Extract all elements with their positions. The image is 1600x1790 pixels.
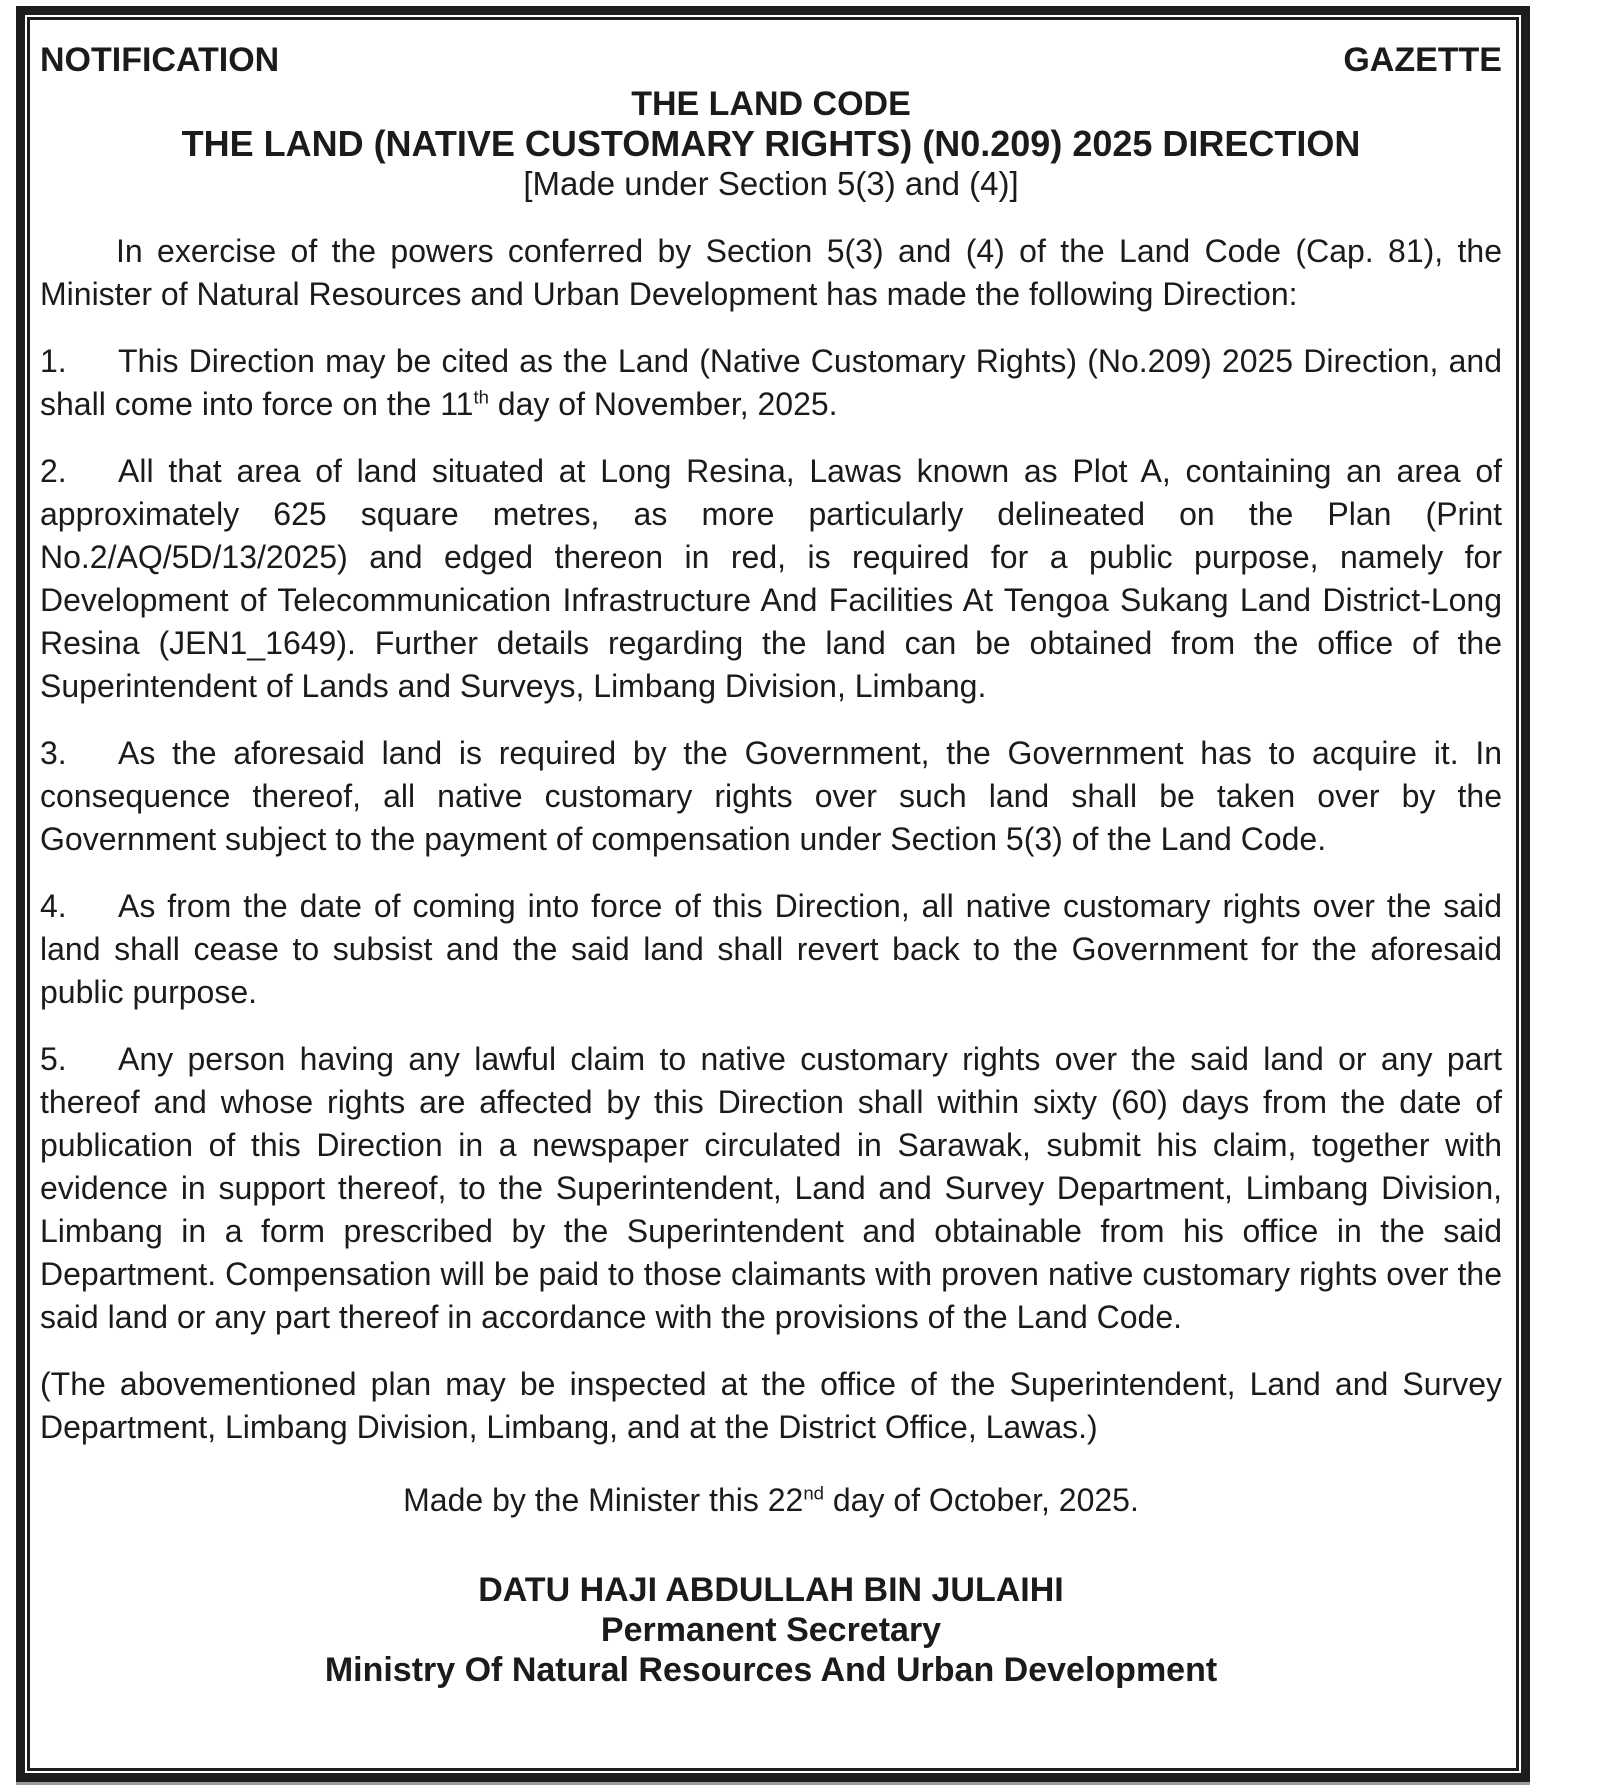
clause-number: 1. bbox=[40, 343, 67, 379]
clause-text: This Direction may be cited as the Land (Native Customary Rights) (No.209) 2025 Direction, and shall come into force on the 11 bbox=[40, 343, 1502, 422]
clause-2 bbox=[40, 450, 1502, 708]
gazette-label: GAZETTE bbox=[1343, 41, 1502, 79]
clause-text: As from the date of coming into force of this Direction, all native customary rights over the said land shall cease to subsist and the said land shall revert back to the Government for the aforesaid public purpose. bbox=[40, 888, 1502, 1010]
made-by-text: Made by the Minister this 22 bbox=[403, 1482, 804, 1518]
made-by-text: day of October, 2025. bbox=[823, 1482, 1139, 1518]
clause-number: 5. bbox=[40, 1041, 67, 1077]
clause-4 bbox=[40, 885, 1502, 1014]
clause-text: As the aforesaid land is required by the Government, the Government has to acquire it. In consequence thereof, all native customary rights over such land shall be taken over by the Government subject to the payment of compensation under Section 5(3) of the Land Code. bbox=[40, 735, 1502, 857]
made-by-line bbox=[40, 1479, 1502, 1522]
clause-number: 2. bbox=[40, 453, 67, 489]
intro-paragraph bbox=[40, 230, 1502, 316]
signature-title: Permanent Secretary bbox=[600, 1611, 942, 1649]
intro-text: In exercise of the powers conferred by Section 5(3) and (4) of the Land Code (Cap. 81), the Minister of Natural Resources and Urban Development has made the following Direction: bbox=[40, 233, 1502, 312]
inspection-note bbox=[40, 1363, 1502, 1449]
page-frame bbox=[16, 6, 1530, 1782]
clause-text: All that area of land situated at Long Resina, Lawas known as Plot A, containing an area of approximately 625 square metres, as more particularly delineated on the Plan (Print No.2/AQ/5D/13/2025) and edged thereon in red, is required for a public purpose, namely for Development of Telecommunication Infrastructure And Facilities At Tengoa Sukang Land District-Long Resina (JEN1_1649). Further details regarding the land can be obtained from the office of the Superintendent of Lands and Surveys, Limbang Division, Limbang. bbox=[40, 453, 1502, 704]
title-direction: THE LAND (NATIVE CUSTOMARY RIGHTS) (N0.209) 2025 DIRECTION bbox=[181, 123, 1361, 164]
clause-text: day of November, 2025. bbox=[488, 386, 838, 422]
title-made-under: [Made under Section 5(3) and (4)] bbox=[523, 165, 1019, 202]
clause-5 bbox=[40, 1038, 1502, 1339]
page-frame-inner bbox=[27, 17, 1519, 1771]
title-block bbox=[40, 84, 1502, 204]
notification-label: NOTIFICATION bbox=[40, 41, 280, 79]
document-body bbox=[40, 230, 1502, 1690]
clause-number: 3. bbox=[40, 735, 67, 771]
clause-number: 4. bbox=[40, 888, 67, 924]
signature-block bbox=[40, 1570, 1502, 1690]
ordinal-superscript: nd bbox=[803, 1482, 824, 1504]
signature-ministry: Ministry Of Natural Resources And Urban Development bbox=[324, 1651, 1218, 1689]
header bbox=[40, 40, 1502, 80]
clause-text: Any person having any lawful claim to native customary rights over the said land or any part thereof and whose rights are affected by this Direction shall within sixty (60) days from the date of publication of this Direction in a newspaper circulated in Sarawak, submit his claim, together with evidence in support thereof, to the Superintendent, Land and Survey Department, Limbang Division, Limbang in a form prescribed by the Superintendent and obtainable from his office in the said Department. Compensation will be paid to those claimants with proven native customary rights over the said land or any part thereof in accordance with the provisions of the Land Code. bbox=[40, 1041, 1502, 1335]
clause-1 bbox=[40, 340, 1502, 426]
clause-3 bbox=[40, 732, 1502, 861]
signature-name: DATU HAJI ABDULLAH BIN JULAIHI bbox=[478, 1571, 1064, 1609]
inspection-note-text: (The abovementioned plan may be inspected at the office of the Superintendent, Land and Survey Department, Limbang Division, Limbang, and at the District Office, Lawas.) bbox=[40, 1366, 1502, 1445]
ordinal-superscript: th bbox=[473, 386, 489, 408]
title-land-code: THE LAND CODE bbox=[631, 85, 911, 123]
